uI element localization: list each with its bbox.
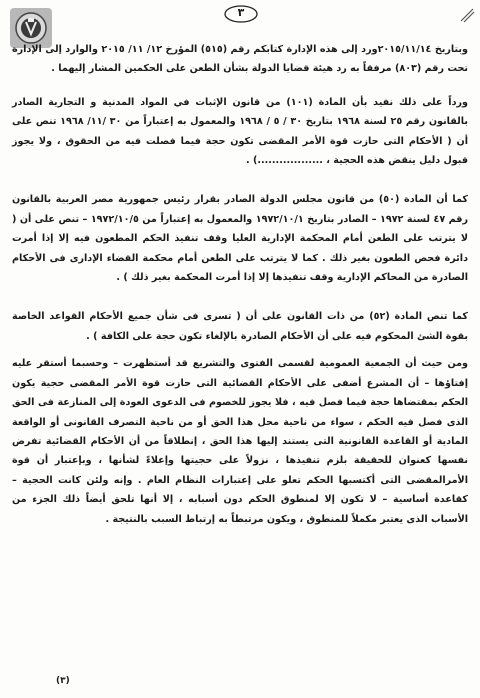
paragraph-4: كما تنص المادة (٥٢) من ذات القانون على أن ( تسرى فى شأن جميع الأحكام القواعد الخاصة بقوة الشئ المحكوم فيه على أن الأحكام الصادرة بالإلغاء تكون حجة على الكافة ) . [12, 311, 468, 342]
paragraph-3: كما أن المادة (٥٠) من قانون مجلس الدولة الصادر بقرار رئيس جمهورية مصر العربية بالقانون رقم ٤٧ لسنة ١٩٧٢ – الصادر بتاريخ ١٩٧٢/١٠/١ والمعمول به إعتباراً من ١٩٧٢/١٠/٥ – تنص على أن ( لا يترتب على الطعن أمام المحكمة الإدارية العليا وقف تنفيذ الحكم المطعون فيه إلا إذا أمرت دائرة فحص الطعون بغير ذلك . كما لا يترتب على الطعن أمام محكمة القضاء الإدارى فى الأحكام الصادرة من المحاكم الإدارية وقف تنفيذها إلا إذا أمرت المحكمة بغير ذلك ) . [12, 194, 468, 284]
letter-body [12, 40, 468, 529]
paragraph-2: ورداً على ذلك نفيد بأن المادة (١٠١) من قانون الإثبات في المواد المدنية و التجارية الصادر بالقانون رقم ٢٥ لسنة ١٩٦٨ بتاريخ ٣٠ / ٥ / ١٩٦٨ والمعمول به إعتباراً من ٣٠ /١١/ ١٩٦٨ تنص على أن ( الأحكام التى حازت قوة الأمر المقضى تكون حجة فيما فصلت فيه من الحقوق ، ولا يجوز قبول دليل ينقض هذه الحجية ، ..................) . [12, 96, 468, 167]
paragraph-5: ومن حيث أن الجمعية العمومية لقسمى الفتوى والتشريع قد أستظهرت – وحسبما أستقر عليه إفتاؤها – أن المشرع أضفى على الأحكام القضائية التى حازت قوة الأمر المقضى حجية يكون الحكم بمقتضاها حجة فيما فصل فيه ، فلا يجوز للخصوم فى الدعوى العودة إلى المنازعة فى الحق الذى فصل فيه الحكم ، سواء من ناحية محل هذا الحق أو من ناحية التصرف القانونى أو الواقعة المادية أو القاعدة القانونية التى يستند إليها هذا الحق ، إنطلاقاً من أن الأحكام القضائية تفرض نفسها كعنوان للحقيقة بلزم تنفيذها ، نزولاً على حجيتها وإعلاءً لشأنها ، وبإعتبار أن قوة الأمرالمقضى التى أكتسبها الحكم تعلو على إعتبارات النظام العام . وإنه ولئن كانت الحجية – كقاعدة أساسية – لا تكون إلا لمنطوق الحكم دون أسبابه ، إلا أنها تلحق أيضاً ذلك الجزء من الأسباب الذى يعتبر مكملاً للمنطوق ، ويكون مرتبطاً به إرتباط السبب بالنتيجة . [12, 358, 468, 525]
footer-page-number: (٣) [56, 676, 70, 686]
paragraph-1: وبتاريخ ٢٠١٥/١١/١٤ورد إلى هذه الإدارة كتابكم رقم (٥١٥) المؤرخ ١٢/ ١١/ ٢٠١٥ والوارد إلى الإدارة تحت رقم (٨٠٣) مرفقاً به رد هيئة قضايا الدولة بشأن الطعن على الحكمين المشار إليهما . [12, 44, 468, 75]
staple-mark-icon [458, 6, 476, 24]
page-number-circle-text: ٣ [237, 6, 245, 19]
page-number-circle [223, 4, 259, 24]
